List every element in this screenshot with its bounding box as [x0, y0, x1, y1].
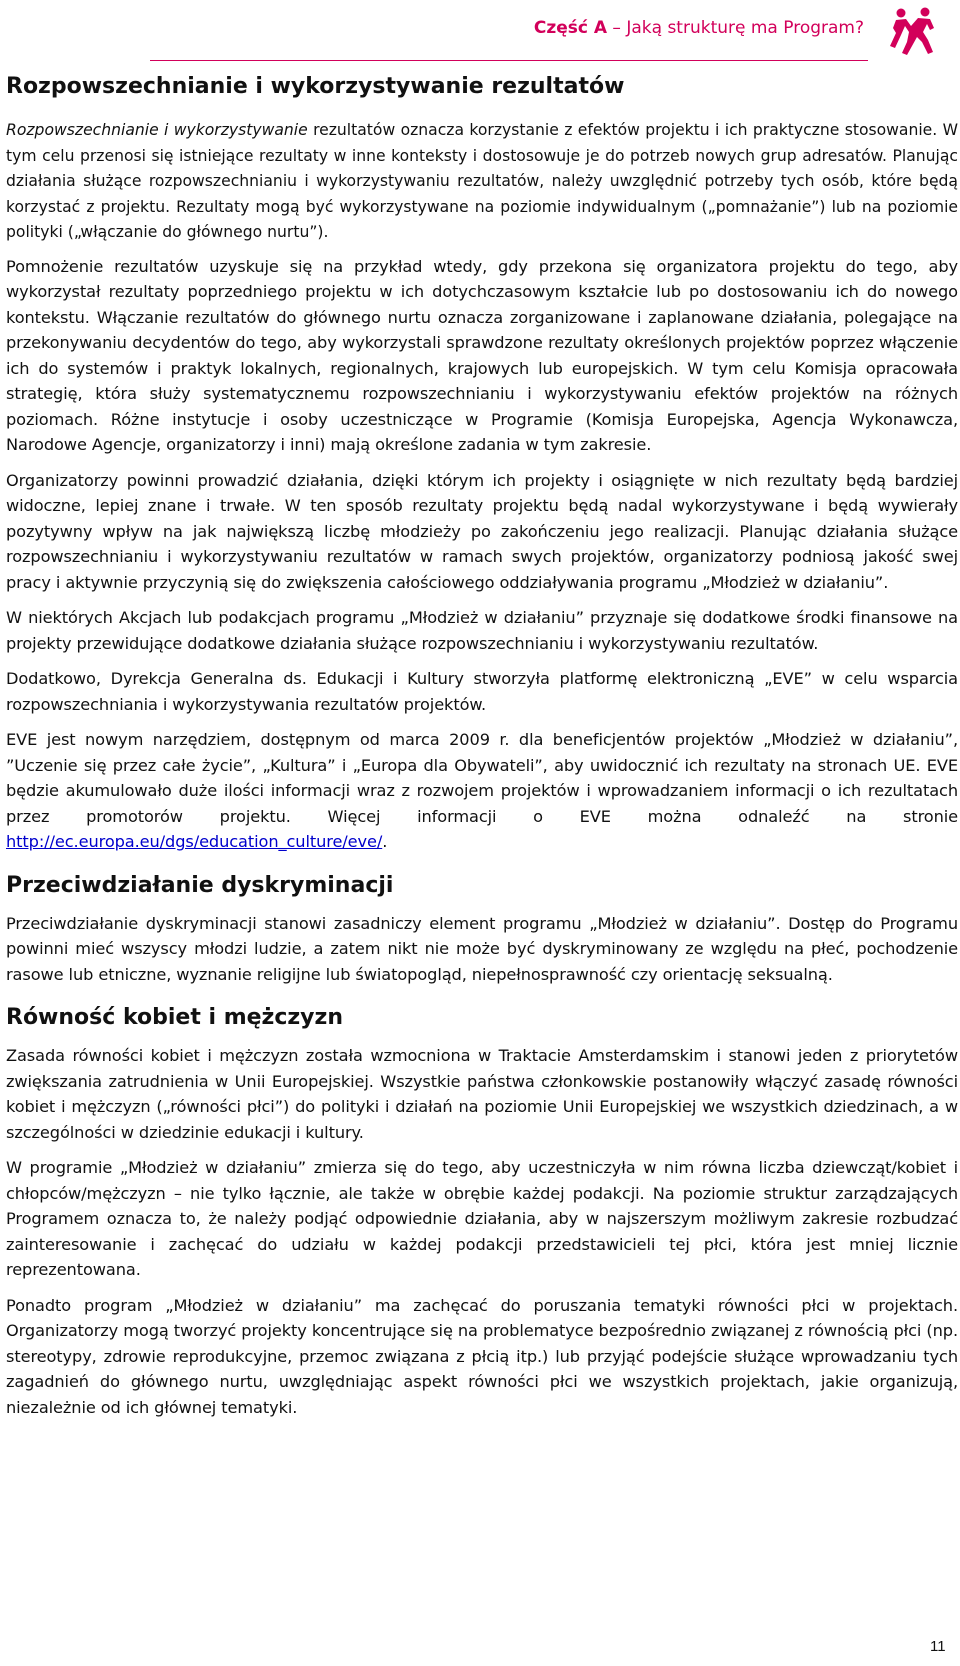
youth-in-action-logo-icon	[887, 4, 941, 58]
header-separator: –	[607, 18, 627, 38]
paragraph-dissemination-6	[6, 727, 958, 855]
paragraph-equality-2: W programie „Młodzież w działaniu” zmierza się do tego, aby uczestniczyła w nim równa liczba dziewcząt/kobiet i chłopców/mężczyzn – nie tylko łącznie, ale także w obrębie każdej podakcji. Na poziomie struktur zarządzających Programem oznacza to, że należy podjąć odpowiednie działania, aby w najszerszym możliwym zakresie rozbudzać zainteresowanie i zachęcać do udziału w każdej podakcji przedstawicieli tej płci, która jest mniej licznie reprezentowana.	[6, 1158, 958, 1279]
page-header	[0, 0, 960, 64]
paragraph-equality-3: Ponadto program „Młodzież w działaniu” ma zachęcać do poruszania tematyki równości płci w projektach. Organizatorzy mogą tworzyć projekty koncentrujące się na problematyce bezpośrednio związanej z równością płci (np. stereotypy, zdrowie reprodukcyjne, przemoc związana z płcią itp.) lub przyjąć podejście służące wprowadzaniu tych zagadnień do głównego nurtu, uwzględniając aspekt równości płci we wszystkich projektach, jakie organizują, niezależnie od ich głównej tematyki.	[6, 1295, 958, 1417]
document-body	[6, 72, 958, 1430]
paragraph-dissemination-3: Organizatorzy powinni prowadzić działania, dzięki którym ich projekty i osiągnięte w nich rezultaty będą bardziej widoczne, lepiej znane i trwałe. W ten sposób rezultaty projektu będą nadal wykorzystywane i będą wywierały pozytywny wpływ na jak największą liczbę młodzieży po zakończeniu jego realizacji. Planując działania służące rozpowszechnianiu i wykorzystywaniu rezultatów w ramach swych projektów, organizatorzy podniosą jakość swej pracy i aktywnie przyczynią się do zwiększenia całościowego oddziaływania programu „Młodzież w działaniu”.	[6, 470, 958, 592]
paragraph-end: .	[382, 832, 388, 851]
page-number: 11	[930, 1638, 946, 1655]
eve-link[interactable]: http://ec.europa.eu/dgs/education_culture/eve/	[6, 832, 383, 851]
italic-term: Rozpowszechnianie i wykorzystywanie	[6, 121, 308, 139]
header-rule	[150, 60, 868, 61]
paragraph-dissemination-5: Dodatkowo, Dyrekcja Generalna ds. Edukacji i Kultury stworzyła platformę elektroniczną „EVE” w celu wsparcia rozpowszechniania i wykorzystywania rezultatów projektów.	[6, 669, 958, 714]
paragraph-dissemination-2: Pomnożenie rezultatów uzyskuje się na przykład wtedy, gdy przekona się organizatora projektu do tego, aby wykorzystał rezultaty poprzedniego projektu w ich dotychczasowym kształcie lub po dostosowaniu ich do nowego kontekstu. Włączanie rezultatów do głównego nurtu oznacza zorganizowane i zaplanowane działania, polegające na przekonywaniu decydentów do tego, aby wykorzystali sprawdzone rezultaty określonych projektów poprzez włączenie ich do systemów i praktyk lokalnych, regionalnych, krajowych lub europejskich. W tym celu Komisja opracowała strategię, która służy systematycznemu rozpowszechnianiu i wykorzystywaniu efektów projektów na różnych poziomach. Różne instytucje i osoby uczestniczące w Programie (Komisja Europejska, Agencja Wykonawcza, Narodowe Agencje, organizatorzy i inni) mają określone zadania w tym zakresie.	[6, 256, 958, 454]
part-label: Część A	[533, 18, 608, 38]
header-title: Jaką strukturę ma Program?	[626, 18, 864, 38]
paragraph-dissemination-1	[6, 118, 958, 246]
heading-equality: Równość kobiet i mężczyzn	[6, 1005, 343, 1030]
heading-dissemination: Rozpowszechnianie i wykorzystywanie rezultatów	[6, 74, 625, 99]
paragraph-equality-1: Zasada równości kobiet i mężczyzn została wzmocniona w Traktacie Amsterdamskim i stanowi jeden z priorytetów zwiększania zatrudnienia w Unii Europejskiej. Wszystkie państwa członkowskie postanowiły włączyć zasadę równości kobiet i mężczyzn („równości płci”) do polityki i działań na poziomie Unii Europejskiej we wszystkich dziedzinach, a w szczególności w dziedzinie edukacji i kultury.	[6, 1046, 958, 1142]
paragraph-text: EVE jest nowym narzędziem, dostępnym od marca 2009 r. dla beneficjentów projektów „Młodzież w działaniu”, ”Uczenie się przez całe życie”, „Kultura” i „Europa dla Obywateli”, aby uwidocznić ich rezultaty na stronach UE. EVE będzie akumulowało duże ilości informacji wraz z rozwojem projektów i wprowadzaniem informacji o ich rezultatach przez promotorów projektu. Więcej informacji o EVE można odnaleźć na stronie	[6, 730, 958, 826]
paragraph-antidiscrimination-1: Przeciwdziałanie dyskryminacji stanowi zasadniczy element programu „Młodzież w działaniu”. Dostęp do Programu powinni mieć wszyscy młodzi ludzie, a zatem nikt nie może być dyskryminowany ze względu na płeć, pochodzenie rasowe lub etniczne, wyznanie religijne lub światopogląd, niepełnosprawność czy orientację seksualną.	[6, 913, 958, 984]
paragraph-text: rezultatów oznacza korzystanie z efektów projektu i ich praktyczne stosowanie. W tym celu przenosi się istniejące rezultaty w inne konteksty i dostosowuje je do potrzeb nowych grup adresatów. Planując działania służące rozpowszechnianiu i wykorzystywaniu rezultatów, należy uwzględnić potrzeby tych osób, które będą korzystać z projektu. Rezultaty mogą być wykorzystywane na poziomie indywidualnym („pomnażanie”) lub na poziomie polityki („włączanie do głównego nurtu”).	[6, 121, 959, 241]
section-title	[534, 18, 864, 38]
paragraph-dissemination-4: W niektórych Akcjach lub podakcjach programu „Młodzież w działaniu” przyznaje się dodatkowe środki finansowe na projekty przewidujące dodatkowe działania służące rozpowszechnianiu i wykorzystywaniu rezultatów.	[6, 608, 958, 653]
heading-antidiscrimination: Przeciwdziałanie dyskryminacji	[6, 872, 394, 898]
